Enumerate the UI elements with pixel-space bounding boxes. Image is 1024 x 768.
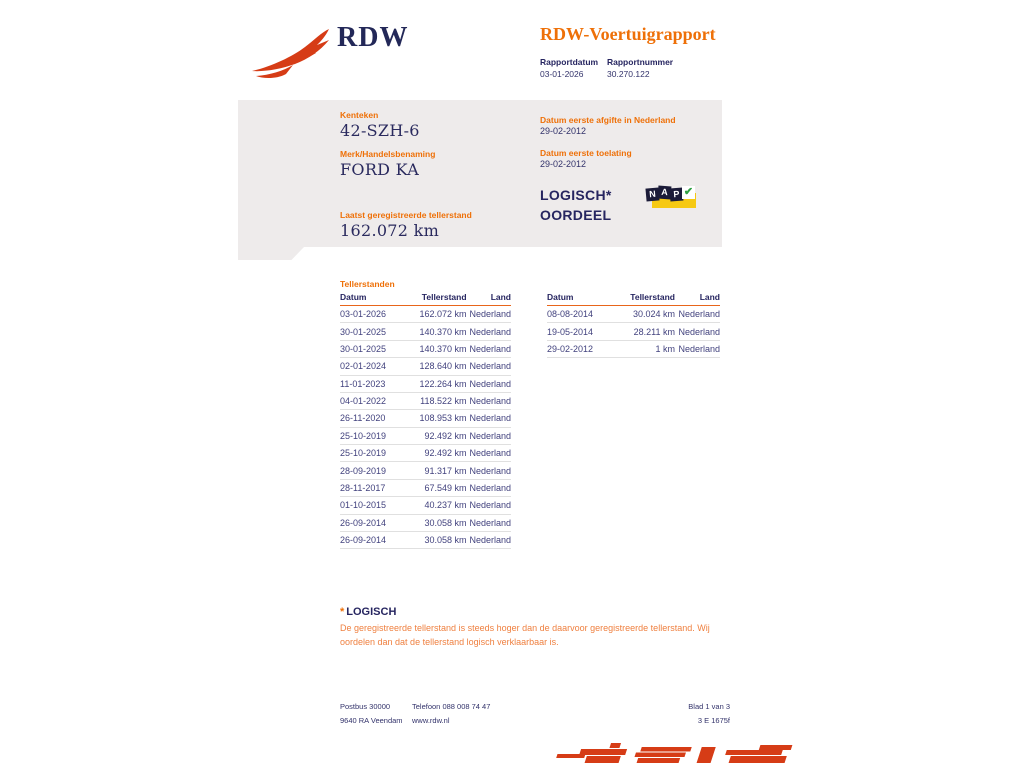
laatste-tellerstand-label: Laatst geregistreerde tellerstand [340,210,472,220]
table-cell: 92.492 km [408,445,466,462]
footer-contact [412,700,490,728]
table-cell: Nederland [467,462,511,479]
table-cell: Nederland [467,531,511,548]
note-title [340,606,396,618]
table-row [340,427,511,444]
table-row [547,340,720,357]
table-cell: Nederland [675,306,720,323]
table-row [340,445,511,462]
table-row [340,514,511,531]
eerste-toelating-label: Datum eerste toelating [540,148,632,158]
table-cell: 26-09-2014 [340,531,408,548]
table-cell: 40.237 km [408,497,466,514]
table-cell: 28-09-2019 [340,462,408,479]
note-title-text: LOGISCH [346,606,397,618]
table-cell: 30.024 km [616,306,675,323]
table-cell: Nederland [467,358,511,375]
footer-address [340,700,403,728]
table-header-row [547,290,720,306]
footer-phone: Telefoon 088 008 74 47 [412,702,491,711]
eerste-afgifte-label: Datum eerste afgifte in Nederland [540,115,676,125]
table-row [340,392,511,409]
table-cell: Nederland [467,427,511,444]
table-cell: 29-02-2012 [547,340,616,357]
table-cell: 25-10-2019 [340,427,408,444]
footer-city: 9640 RA Veendam [340,716,403,725]
footer-postbus: Postbus 30000 [340,702,391,711]
table-cell: 26-11-2020 [340,410,408,427]
table-cell: 30-01-2025 [340,323,408,340]
decorative-speed-bars-graphic [545,737,807,768]
note-asterisk: * [340,606,345,618]
table-cell: Nederland [675,323,720,340]
table-row [340,531,511,548]
merk-label: Merk/Handelsbenaming [340,149,436,159]
nap-letter-p: P [670,188,684,202]
table-header-row [340,290,511,306]
column-header-tellerstand: Tellerstand [408,290,466,306]
table-cell: 01-10-2015 [340,497,408,514]
nap-checkmark-icon: ✔ [683,186,694,198]
oordeel-line1: LOGISCH* [540,187,612,203]
oordeel-line2: OORDEEL [540,207,612,223]
page-title: RDW-Voertuigrapport [540,24,716,44]
nap-logo [646,184,698,212]
table-cell: 11-01-2023 [340,375,408,392]
table-cell: Nederland [467,392,511,409]
report-date-value: 03-01-2026 [540,69,584,79]
kenteken-value: 42-SZH-6 [340,121,420,140]
report-date-label: Rapportdatum [540,57,599,67]
panel-corner-tab [238,247,304,260]
table-cell: 162.072 km [408,306,466,323]
table-cell: Nederland [467,306,511,323]
rdw-logo-text: RDW [337,22,409,53]
tellerstanden-table-right [547,290,720,358]
table-cell: Nederland [467,445,511,462]
table-cell: 140.370 km [408,323,466,340]
table-cell: 03-01-2026 [340,306,408,323]
footer-form-code: 3 E 1675f [697,716,730,725]
table-cell: 92.492 km [408,427,466,444]
table-cell: 67.549 km [408,479,466,496]
table-row [340,340,511,357]
tellerstanden-table-left [340,290,511,549]
report-number-value: 30.270.122 [607,69,650,79]
nap-letter-n: N [645,187,659,201]
table-row [340,358,511,375]
kenteken-label: Kenteken [340,110,379,120]
footer-website[interactable]: www.rdw.nl [412,716,450,725]
table-row [340,323,511,340]
table-cell: 28-11-2017 [340,479,408,496]
column-header-datum: Datum [340,290,408,306]
footer-page-info [540,700,730,728]
table-cell: 28.211 km [616,323,675,340]
table-cell: 118.522 km [408,392,466,409]
table-cell: 30.058 km [408,531,466,548]
tellerstanden-section-title: Tellerstanden [340,279,395,289]
oordeel-heading [540,185,612,225]
table-cell: Nederland [467,340,511,357]
rdw-wing-logo-icon [250,24,334,80]
column-header-tellerstand: Tellerstand [616,290,675,306]
column-header-land: Land [467,290,511,306]
table-row [547,306,720,323]
table-cell: 02-01-2024 [340,358,408,375]
table-cell: Nederland [675,340,720,357]
report-number-label: Rapportnummer [607,57,674,67]
table-row [340,410,511,427]
table-cell: 128.640 km [408,358,466,375]
table-cell: 91.317 km [408,462,466,479]
laatste-tellerstand-value: 162.072 km [340,221,440,240]
table-cell: Nederland [467,514,511,531]
table-row [340,462,511,479]
table-cell: 26-09-2014 [340,514,408,531]
table-cell: Nederland [467,375,511,392]
table-row [340,497,511,514]
table-cell: Nederland [467,479,511,496]
merk-value: FORD KA [340,160,420,179]
table-cell: 04-01-2022 [340,392,408,409]
table-row [547,323,720,340]
table-cell: 140.370 km [408,340,466,357]
table-cell: Nederland [467,323,511,340]
table-cell: 30-01-2025 [340,340,408,357]
note-body: De geregistreerde tellerstand is steeds hoger dan de daarvoor geregistreerde tellerstand. Wij oordelen dan dat de tellerstand logisch verklaarbaar is. [340,623,710,647]
table-cell: 19-05-2014 [547,323,616,340]
table-row [340,479,511,496]
table-row [340,306,511,323]
table-cell: 1 km [616,340,675,357]
table-cell: 122.264 km [408,375,466,392]
table-cell: Nederland [467,497,511,514]
vehicle-summary-panel [238,100,722,247]
table-row [340,375,511,392]
table-cell: 25-10-2019 [340,445,408,462]
table-cell: 108.953 km [408,410,466,427]
column-header-land: Land [675,290,720,306]
table-cell: 30.058 km [408,514,466,531]
table-cell: 08-08-2014 [547,306,616,323]
table-cell: Nederland [467,410,511,427]
footer-page-number: Blad 1 van 3 [688,702,730,711]
eerste-afgifte-value: 29-02-2012 [540,126,587,136]
nap-letter-a: A [658,186,672,200]
eerste-toelating-value: 29-02-2012 [540,159,587,169]
column-header-datum: Datum [547,290,616,306]
